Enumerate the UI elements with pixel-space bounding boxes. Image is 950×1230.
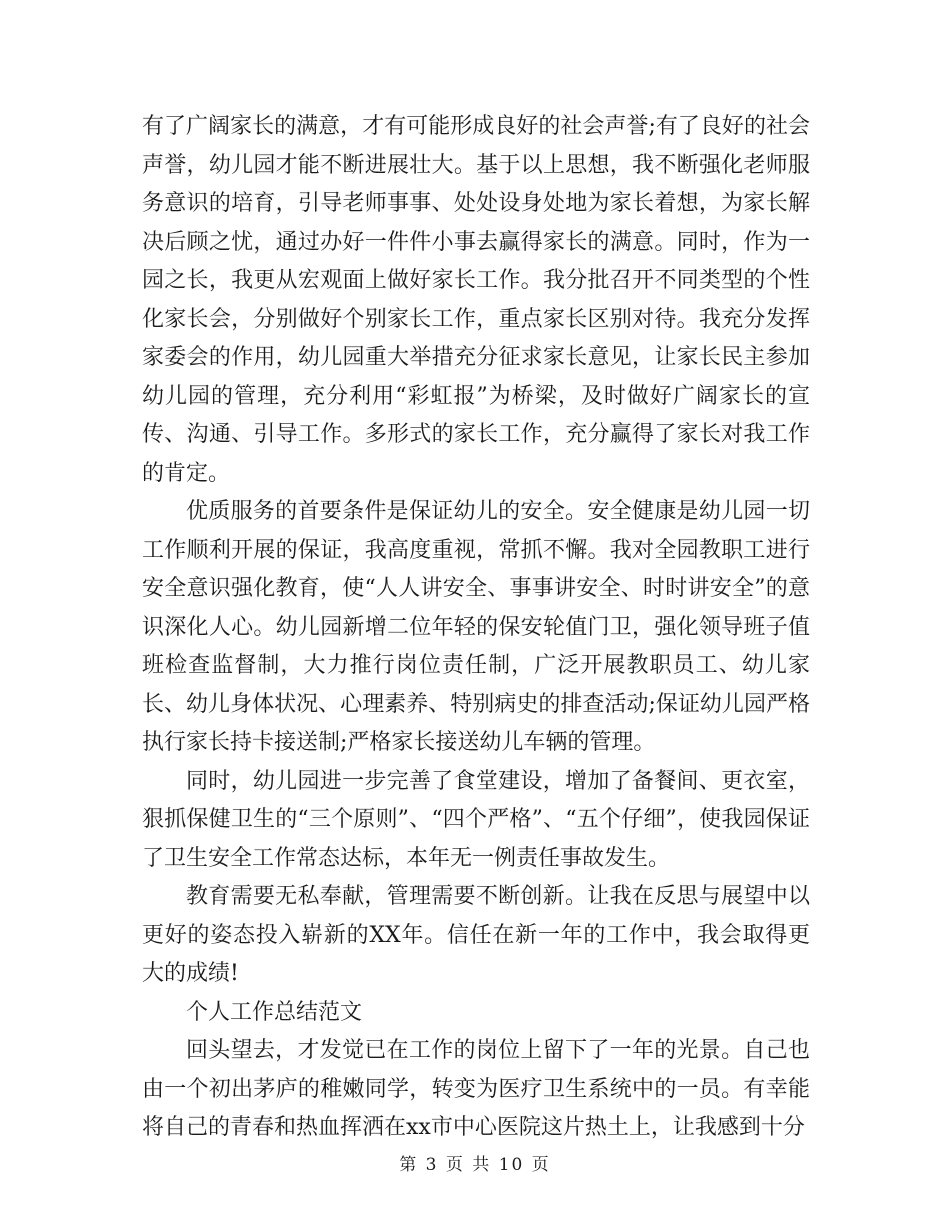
paragraph-parent-work: 有了广阔家长的满意，才有可能形成良好的社会声誉;有了良好的社会声誉，幼儿园才能不断进展壮大。基于以上思想，我不断强化老师服务意识的培育，引导老师事事、处处设身处地为家长着想，为家长解决后顾之忧，通过办好一件件小事去赢得家长的满意。同时，作为一园之长，我更从宏观面上做好家长工作。我分批召开不同类型的个性化家长会，分别做好个别家长工作，重点家长区别对待。我充分发挥家委会的作用，幼儿园重大举措充分征求家长意见，让家长民主参加幼儿园的管理，充分利用“彩虹报”为桥梁，及时做好广阔家长的宣传、沟通、引导工作。多形式的家长工作，充分赢得了家长对我工作的肯定。 [142,114,810,486]
paragraph-personal-summary: 回头望去，才发觉已在工作的岗位上留下了一年的光景。自己也由一个初出茅庐的稚嫩同学，转变为医疗卫生系统中的一员。有幸能将自己的青春和热血挥洒在xx市中心医院这片热土上，让我感到十分 [142,1038,810,1140]
document-body [142,108,810,1148]
section-heading: 个人工作总结范文 [186,999,363,1025]
paragraph-conclusion: 教育需要无私奉献，管理需要不断创新。让我在反思与展望中以更好的姿态投入崭新的XX年。信任在新一年的工作中，我会取得更大的成绩! [142,884,810,986]
paragraph-canteen: 同时，幼儿园进一步完善了食堂建设，增加了备餐间、更衣室，狠抓保健卫生的“三个原则”、“四个严格”、“五个仔细”，使我园保证了卫生安全工作常态达标，本年无一例责任事故发生。 [142,768,810,871]
page-number-footer: 第 3 页 共 10 页 [399,1155,551,1175]
paragraph-safety: 优质服务的首要条件是保证幼儿的安全。安全健康是幼儿园一切工作顺利开展的保证，我高度重视，常抓不懈。我对全园教职工进行安全意识强化教育，使“人人讲安全、事事讲安全、时时讲安全”的意识深化人心。幼儿园新增二位年轻的保安轮值门卫，强化领导班子值班检查监督制，大力推行岗位责任制，广泛开展教职员工、幼儿家长、幼儿身体状况、心理素养、特别病史的排查活动;保证幼儿园严格执行家长持卡接送制;严格家长接送幼儿车辆的管理。 [142,499,810,755]
